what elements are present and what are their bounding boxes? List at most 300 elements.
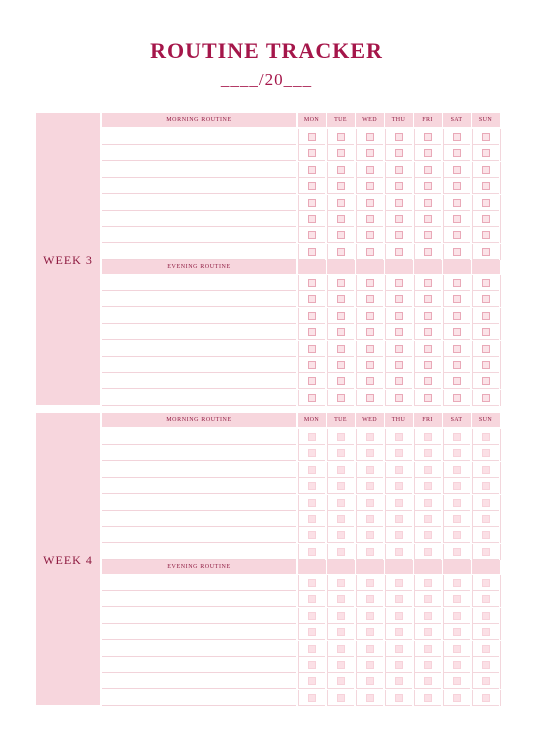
checkbox[interactable] — [482, 133, 490, 141]
checkbox[interactable] — [395, 612, 403, 620]
checkbox[interactable] — [395, 312, 403, 320]
checkbox[interactable] — [453, 149, 461, 157]
checkbox[interactable] — [337, 377, 345, 385]
day-header-mon: MON — [303, 417, 320, 423]
checkbox[interactable] — [424, 482, 432, 490]
checkbox[interactable] — [482, 328, 490, 336]
checkbox[interactable] — [366, 661, 374, 669]
morning-routine-row — [102, 544, 500, 560]
routine-task-line[interactable] — [102, 559, 296, 560]
checkbox[interactable] — [424, 466, 432, 474]
checkbox[interactable] — [482, 149, 490, 157]
checkbox[interactable] — [366, 279, 374, 287]
checkbox[interactable] — [308, 215, 316, 223]
checkbox[interactable] — [482, 499, 490, 507]
morning-routine-row — [102, 511, 500, 527]
checkbox[interactable] — [337, 279, 345, 287]
checkbox[interactable] — [424, 248, 432, 256]
checkbox[interactable] — [395, 661, 403, 669]
checkbox[interactable] — [482, 645, 490, 653]
checkbox[interactable] — [337, 694, 345, 702]
checkbox[interactable] — [366, 579, 374, 587]
checkbox[interactable] — [308, 361, 316, 369]
day-cell-sun — [472, 527, 499, 543]
day-cell-mon — [298, 544, 325, 560]
checkbox[interactable] — [308, 279, 316, 287]
checkbox[interactable] — [395, 433, 403, 441]
checkbox[interactable] — [424, 645, 432, 653]
checkbox[interactable] — [395, 215, 403, 223]
checkbox[interactable] — [482, 515, 490, 523]
checkbox[interactable] — [337, 215, 345, 223]
checkbox[interactable] — [453, 279, 461, 287]
checkbox[interactable] — [395, 149, 403, 157]
checkbox[interactable] — [308, 248, 316, 256]
checkbox[interactable] — [453, 499, 461, 507]
checkbox[interactable] — [395, 182, 403, 190]
checkbox[interactable] — [453, 215, 461, 223]
checkbox[interactable] — [395, 199, 403, 207]
checkbox[interactable] — [453, 328, 461, 336]
row-end-line — [500, 495, 501, 511]
checkbox[interactable] — [395, 166, 403, 174]
checkbox[interactable] — [482, 394, 490, 402]
day-cell-sun — [472, 145, 499, 161]
checkbox[interactable] — [424, 215, 432, 223]
checkbox[interactable] — [366, 215, 374, 223]
checkbox[interactable] — [453, 345, 461, 353]
checkbox[interactable] — [453, 548, 461, 556]
row-end-line — [500, 641, 501, 657]
checkbox[interactable] — [453, 595, 461, 603]
checkbox[interactable] — [424, 433, 432, 441]
day-cell-sat — [443, 575, 470, 591]
checkbox[interactable] — [308, 231, 316, 239]
checkbox[interactable] — [308, 515, 316, 523]
checkbox[interactable] — [424, 312, 432, 320]
checkbox[interactable] — [395, 449, 403, 457]
day-cell-sat — [443, 275, 470, 291]
checkbox[interactable] — [337, 595, 345, 603]
day-cell-sat — [443, 429, 470, 445]
morning-routine-row — [102, 145, 500, 161]
checkbox[interactable] — [424, 328, 432, 336]
checkbox[interactable] — [366, 312, 374, 320]
checkbox[interactable] — [366, 499, 374, 507]
checkbox[interactable] — [337, 361, 345, 369]
checkbox[interactable] — [395, 628, 403, 636]
day-cell-thu — [385, 373, 412, 389]
checkbox[interactable] — [366, 345, 374, 353]
checkbox[interactable] — [395, 231, 403, 239]
checkbox[interactable] — [366, 677, 374, 685]
checkbox[interactable] — [424, 677, 432, 685]
checkbox[interactable] — [308, 499, 316, 507]
checkbox[interactable] — [337, 394, 345, 402]
checkbox[interactable] — [482, 166, 490, 174]
day-cell-fri — [414, 624, 441, 640]
checkbox[interactable] — [424, 361, 432, 369]
checkbox[interactable] — [482, 312, 490, 320]
checkbox[interactable] — [424, 182, 432, 190]
checkbox[interactable] — [337, 579, 345, 587]
checkbox[interactable] — [424, 377, 432, 385]
evening-day-bar — [298, 560, 500, 574]
checkbox[interactable] — [482, 595, 490, 603]
day-cell-sat — [443, 641, 470, 657]
day-cell-tue — [327, 462, 354, 478]
morning-routine-row — [102, 527, 500, 543]
day-cell-sat — [443, 341, 470, 357]
day-cell-fri — [414, 275, 441, 291]
checkbox[interactable] — [482, 182, 490, 190]
checkbox[interactable] — [424, 531, 432, 539]
checkbox[interactable] — [453, 248, 461, 256]
checkbox[interactable] — [453, 612, 461, 620]
checkbox[interactable] — [366, 595, 374, 603]
checkbox[interactable] — [308, 612, 316, 620]
checkbox[interactable] — [395, 677, 403, 685]
checkbox[interactable] — [453, 531, 461, 539]
checkbox[interactable] — [482, 531, 490, 539]
checkbox[interactable] — [337, 166, 345, 174]
checkbox[interactable] — [482, 361, 490, 369]
day-cell-wed — [356, 291, 383, 307]
day-cell-thu — [385, 673, 412, 689]
day-cell-sat — [443, 324, 470, 340]
checkbox[interactable] — [337, 466, 345, 474]
checkbox[interactable] — [337, 612, 345, 620]
checkbox[interactable] — [308, 133, 316, 141]
evening-routine-row — [102, 608, 500, 624]
checkbox[interactable] — [453, 231, 461, 239]
checkbox[interactable] — [453, 394, 461, 402]
day-cell-sat — [443, 511, 470, 527]
checkbox[interactable] — [424, 149, 432, 157]
day-cell-tue — [327, 275, 354, 291]
checkbox[interactable] — [424, 199, 432, 207]
checkbox[interactable] — [395, 595, 403, 603]
checkbox[interactable] — [424, 548, 432, 556]
checkbox[interactable] — [482, 295, 490, 303]
checkbox[interactable] — [337, 449, 345, 457]
checkbox[interactable] — [308, 677, 316, 685]
checkbox[interactable] — [395, 548, 403, 556]
checkbox[interactable] — [482, 482, 490, 490]
day-cell-fri — [414, 373, 441, 389]
checkbox[interactable] — [366, 377, 374, 385]
checkbox[interactable] — [482, 449, 490, 457]
checkbox[interactable] — [424, 628, 432, 636]
checkbox[interactable] — [453, 645, 461, 653]
checkbox[interactable] — [308, 199, 316, 207]
checkbox[interactable] — [366, 231, 374, 239]
morning-routine-row — [102, 162, 500, 178]
checkbox[interactable] — [337, 328, 345, 336]
checkbox[interactable] — [395, 482, 403, 490]
checkbox[interactable] — [308, 295, 316, 303]
checkbox[interactable] — [366, 628, 374, 636]
checkbox[interactable] — [482, 279, 490, 287]
day-cell-sun — [472, 211, 499, 227]
checkbox[interactable] — [337, 515, 345, 523]
checkbox[interactable] — [482, 248, 490, 256]
checkbox[interactable] — [308, 466, 316, 474]
checkbox[interactable] — [453, 482, 461, 490]
checkbox[interactable] — [308, 377, 316, 385]
day-cell-fri — [414, 195, 441, 211]
checkbox[interactable] — [395, 328, 403, 336]
checkbox[interactable] — [395, 499, 403, 507]
checkbox[interactable] — [308, 548, 316, 556]
checkbox[interactable] — [366, 694, 374, 702]
checkbox[interactable] — [308, 328, 316, 336]
checkbox[interactable] — [366, 433, 374, 441]
checkbox[interactable] — [424, 449, 432, 457]
checkbox[interactable] — [366, 482, 374, 490]
checkbox[interactable] — [395, 515, 403, 523]
checkbox[interactable] — [366, 248, 374, 256]
checkbox[interactable] — [453, 133, 461, 141]
day-cell-thu — [385, 244, 412, 260]
checkbox[interactable] — [308, 394, 316, 402]
checkbox[interactable] — [453, 515, 461, 523]
day-cell-thu — [385, 211, 412, 227]
day-header-fri: FRI — [422, 417, 433, 423]
checkbox[interactable] — [337, 149, 345, 157]
checkbox[interactable] — [395, 133, 403, 141]
day-cell-sun — [472, 308, 499, 324]
checkbox[interactable] — [337, 548, 345, 556]
checkbox[interactable] — [482, 377, 490, 385]
checkbox[interactable] — [482, 433, 490, 441]
day-header-sun: SUN — [478, 117, 493, 123]
checkbox[interactable] — [424, 579, 432, 587]
checkbox[interactable] — [366, 295, 374, 303]
checkbox[interactable] — [453, 182, 461, 190]
checkbox[interactable] — [308, 661, 316, 669]
routine-task-line[interactable] — [102, 259, 296, 260]
checkbox[interactable] — [308, 345, 316, 353]
checkbox[interactable] — [424, 515, 432, 523]
checkbox[interactable] — [366, 449, 374, 457]
checkbox[interactable] — [424, 499, 432, 507]
day-cell-sat — [443, 162, 470, 178]
checkbox[interactable] — [424, 694, 432, 702]
checkbox[interactable] — [453, 199, 461, 207]
checkbox[interactable] — [366, 394, 374, 402]
day-cell-wed — [356, 211, 383, 227]
day-cell-mon — [298, 275, 325, 291]
checkbox[interactable] — [366, 361, 374, 369]
checkbox[interactable] — [482, 345, 490, 353]
day-divider — [326, 413, 327, 427]
checkbox[interactable] — [337, 677, 345, 685]
morning-routine-row — [102, 462, 500, 478]
checkbox[interactable] — [366, 531, 374, 539]
checkbox[interactable] — [395, 394, 403, 402]
day-cell-mon — [298, 227, 325, 243]
checkbox[interactable] — [337, 628, 345, 636]
checkbox[interactable] — [482, 231, 490, 239]
checkbox[interactable] — [337, 482, 345, 490]
checkbox[interactable] — [337, 248, 345, 256]
checkbox[interactable] — [453, 312, 461, 320]
checkbox[interactable] — [453, 694, 461, 702]
checkbox[interactable] — [395, 377, 403, 385]
day-cell-sun — [472, 357, 499, 373]
checkbox[interactable] — [395, 295, 403, 303]
checkbox[interactable] — [424, 595, 432, 603]
day-cell-fri — [414, 145, 441, 161]
checkbox[interactable] — [424, 345, 432, 353]
day-cell-wed — [356, 373, 383, 389]
row-end-line — [500, 341, 501, 357]
checkbox[interactable] — [453, 449, 461, 457]
checkbox[interactable] — [308, 449, 316, 457]
checkbox[interactable] — [308, 595, 316, 603]
checkbox[interactable] — [482, 677, 490, 685]
checkbox[interactable] — [337, 312, 345, 320]
checkbox[interactable] — [337, 433, 345, 441]
day-cell-sun — [472, 275, 499, 291]
checkbox[interactable] — [337, 133, 345, 141]
checkbox[interactable] — [366, 133, 374, 141]
checkbox[interactable] — [395, 645, 403, 653]
checkbox[interactable] — [366, 515, 374, 523]
checkbox[interactable] — [424, 295, 432, 303]
row-end-line — [500, 357, 501, 373]
checkbox[interactable] — [482, 215, 490, 223]
checkbox[interactable] — [424, 661, 432, 669]
day-cell-wed — [356, 129, 383, 145]
morning-routine-row — [102, 445, 500, 461]
checkbox[interactable] — [308, 531, 316, 539]
checkbox[interactable] — [395, 694, 403, 702]
checkbox[interactable] — [453, 661, 461, 669]
checkbox[interactable] — [453, 628, 461, 636]
checkbox[interactable] — [395, 531, 403, 539]
checkbox[interactable] — [453, 466, 461, 474]
checkbox[interactable] — [366, 149, 374, 157]
checkbox[interactable] — [308, 182, 316, 190]
day-cell-sat — [443, 195, 470, 211]
day-cell-wed — [356, 591, 383, 607]
evening-routine-row — [102, 357, 500, 373]
checkbox[interactable] — [453, 433, 461, 441]
checkbox[interactable] — [337, 499, 345, 507]
checkbox[interactable] — [482, 199, 490, 207]
checkbox[interactable] — [395, 466, 403, 474]
checkbox[interactable] — [366, 645, 374, 653]
checkbox[interactable] — [308, 645, 316, 653]
checkbox[interactable] — [453, 377, 461, 385]
checkbox[interactable] — [308, 312, 316, 320]
checkbox[interactable] — [366, 166, 374, 174]
checkbox[interactable] — [395, 361, 403, 369]
checkbox[interactable] — [337, 231, 345, 239]
checkbox[interactable] — [453, 579, 461, 587]
checkbox[interactable] — [308, 433, 316, 441]
routine-task-line[interactable] — [102, 705, 296, 706]
row-end-line — [500, 178, 501, 194]
day-cell-mon — [298, 211, 325, 227]
day-cell-tue — [327, 429, 354, 445]
checkbox[interactable] — [482, 628, 490, 636]
checkbox[interactable] — [337, 345, 345, 353]
checkbox[interactable] — [366, 466, 374, 474]
day-cell-sun — [472, 445, 499, 461]
checkbox[interactable] — [453, 295, 461, 303]
checkbox[interactable] — [395, 248, 403, 256]
checkbox[interactable] — [366, 612, 374, 620]
checkbox[interactable] — [424, 133, 432, 141]
day-divider — [413, 113, 414, 127]
checkbox[interactable] — [337, 182, 345, 190]
day-cell-thu — [385, 390, 412, 406]
checkbox[interactable] — [424, 231, 432, 239]
evening-routine-row — [102, 624, 500, 640]
row-end-line — [500, 544, 501, 560]
checkbox[interactable] — [308, 579, 316, 587]
row-end-line — [500, 608, 501, 624]
checkbox[interactable] — [337, 661, 345, 669]
checkbox[interactable] — [395, 279, 403, 287]
day-cell-fri — [414, 544, 441, 560]
day-cell-sat — [443, 211, 470, 227]
checkbox[interactable] — [366, 548, 374, 556]
evening-routine-row — [102, 657, 500, 673]
checkbox[interactable] — [308, 166, 316, 174]
day-header-tue: TUE — [334, 117, 347, 123]
checkbox[interactable] — [482, 612, 490, 620]
checkbox[interactable] — [308, 628, 316, 636]
checkbox[interactable] — [308, 149, 316, 157]
morning-routine-row — [102, 495, 500, 511]
checkbox[interactable] — [337, 199, 345, 207]
routine-task-line[interactable] — [102, 405, 296, 406]
checkbox[interactable] — [424, 394, 432, 402]
checkbox[interactable] — [337, 531, 345, 539]
day-cell-mon — [298, 673, 325, 689]
date-field[interactable]: ____/20___ — [220, 70, 313, 89]
checkbox[interactable] — [453, 361, 461, 369]
checkbox[interactable] — [366, 328, 374, 336]
checkbox[interactable] — [482, 661, 490, 669]
checkbox[interactable] — [308, 482, 316, 490]
checkbox[interactable] — [482, 466, 490, 474]
checkbox[interactable] — [424, 612, 432, 620]
checkbox[interactable] — [337, 645, 345, 653]
day-cell-sun — [472, 608, 499, 624]
checkbox[interactable] — [308, 694, 316, 702]
checkbox[interactable] — [366, 182, 374, 190]
day-cell-sun — [472, 641, 499, 657]
checkbox[interactable] — [482, 694, 490, 702]
checkbox[interactable] — [453, 166, 461, 174]
checkbox[interactable] — [482, 548, 490, 556]
checkbox[interactable] — [395, 345, 403, 353]
checkbox[interactable] — [395, 579, 403, 587]
checkbox[interactable] — [337, 295, 345, 303]
checkbox[interactable] — [424, 166, 432, 174]
checkbox[interactable] — [453, 677, 461, 685]
checkbox[interactable] — [424, 279, 432, 287]
day-cell-wed — [356, 608, 383, 624]
checkbox[interactable] — [366, 199, 374, 207]
row-end-line — [500, 673, 501, 689]
checkbox[interactable] — [482, 579, 490, 587]
